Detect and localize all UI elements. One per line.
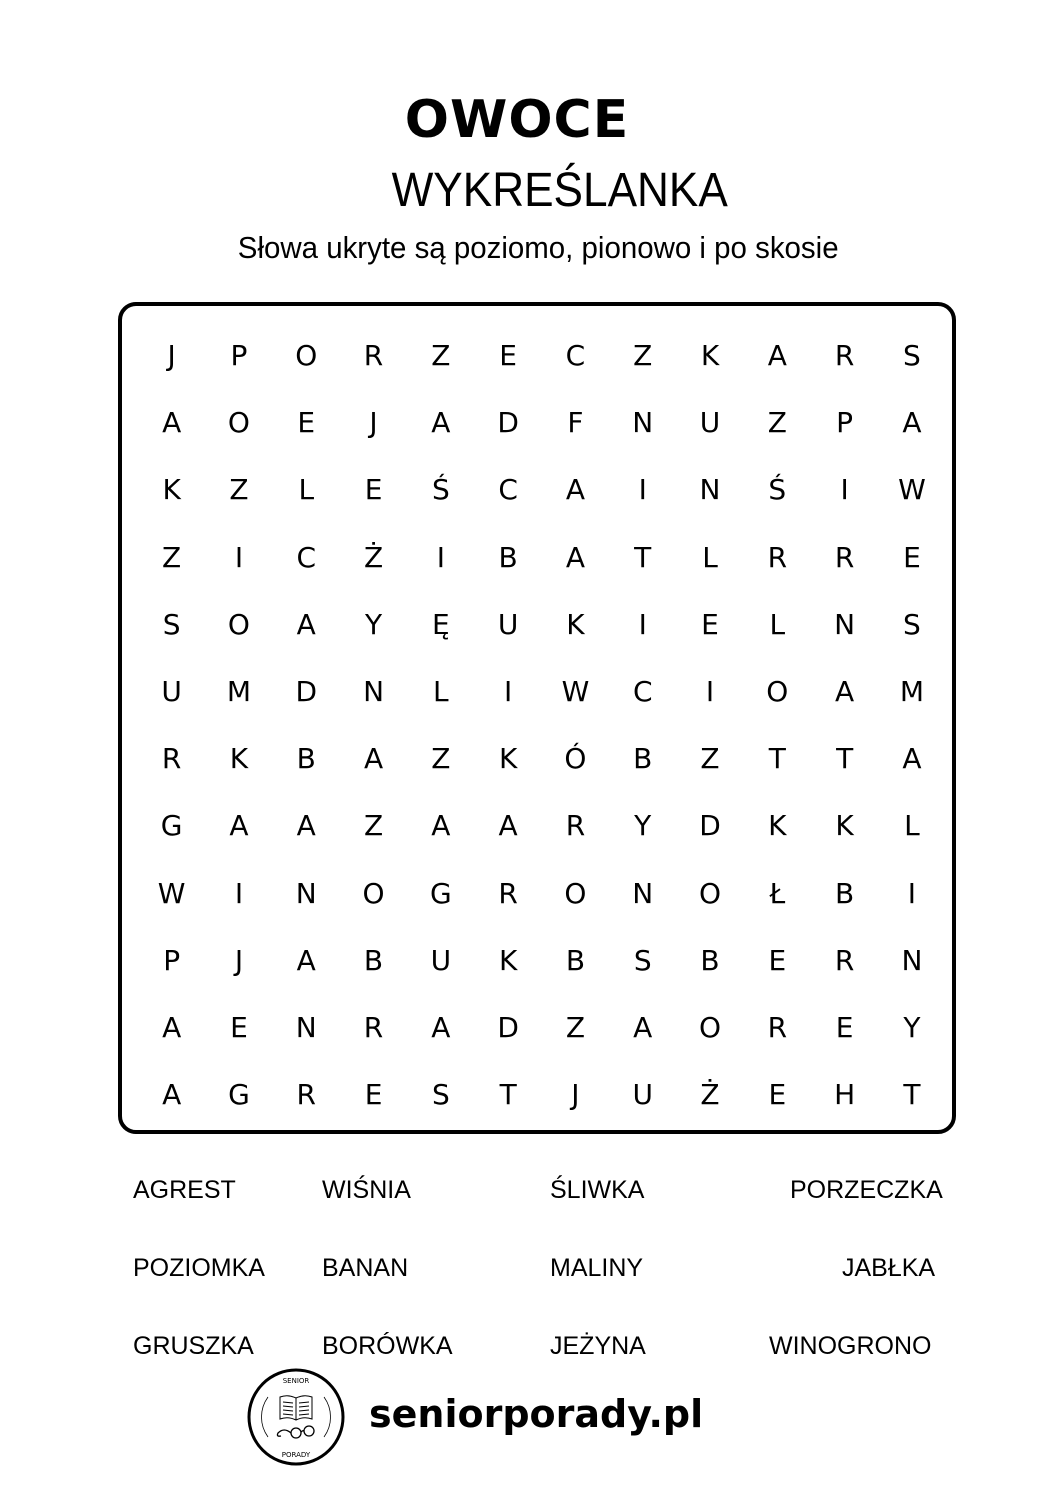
grid-cell[interactable]: P	[836, 406, 854, 440]
grid-cell[interactable]: K	[498, 742, 518, 776]
grid-cell[interactable]: Z	[162, 540, 182, 574]
grid-cell[interactable]: O	[699, 1010, 722, 1044]
grid-cell[interactable]: R	[834, 943, 855, 977]
grid-cell[interactable]: K	[700, 339, 720, 373]
grid-cell[interactable]: R	[363, 1010, 384, 1044]
grid-cell[interactable]: R	[767, 1010, 788, 1044]
puzzle-title: OWOCE	[404, 90, 630, 150]
grid-cell[interactable]: Ż	[363, 540, 384, 574]
grid-cell[interactable]: K	[498, 943, 518, 977]
grid-cell[interactable]: S	[162, 607, 181, 641]
grid-cell[interactable]: P	[163, 943, 181, 977]
grid-cell[interactable]: Y	[364, 607, 383, 641]
grid-cell[interactable]: B	[835, 876, 855, 910]
grid-cell[interactable]: L	[433, 675, 449, 709]
word-list-item: POZIOMKA	[133, 1254, 265, 1282]
grid-cell[interactable]: A	[296, 607, 316, 641]
grid-cell[interactable]: B	[700, 943, 720, 977]
grid-cell[interactable]: Z	[767, 406, 787, 440]
grid-cell[interactable]: Ó	[564, 742, 587, 776]
grid-cell[interactable]: A	[363, 742, 384, 776]
grid-cell[interactable]: R	[767, 540, 788, 574]
grid-cell[interactable]: E	[364, 473, 383, 507]
grid-cell[interactable]: N	[363, 675, 385, 709]
grid-cell[interactable]: W	[561, 675, 590, 709]
grid-cell[interactable]: A	[296, 943, 316, 977]
grid-cell[interactable]: C	[498, 473, 518, 507]
grid-cell[interactable]: D	[699, 809, 721, 843]
grid-cell[interactable]: O	[362, 876, 385, 910]
grid-cell[interactable]: N	[295, 1010, 317, 1044]
grid-cell[interactable]: E	[768, 943, 787, 977]
grid-cell[interactable]: S	[903, 607, 921, 641]
grid-cell[interactable]: I	[436, 540, 445, 574]
grid-cell[interactable]: I	[907, 876, 917, 910]
grid-cell[interactable]: O	[564, 876, 587, 910]
grid-cell[interactable]: E	[230, 1010, 248, 1044]
grid-cell[interactable]: E	[903, 540, 921, 574]
grid-cell[interactable]: L	[904, 809, 920, 843]
grid-cell[interactable]: U	[430, 943, 452, 977]
grid-cell[interactable]: S	[633, 943, 652, 977]
grid-cell[interactable]: Z	[229, 473, 249, 507]
grid-cell[interactable]: Z	[565, 1010, 586, 1044]
grid-cell[interactable]: Z	[431, 339, 451, 373]
glasses-icon	[277, 1426, 314, 1438]
grid-cell[interactable]: L	[769, 607, 786, 641]
grid-cell[interactable]: A	[902, 742, 922, 776]
grid-cell[interactable]: T	[634, 540, 652, 574]
grid-cell[interactable]: Y	[634, 809, 652, 843]
grid-cell[interactable]: I	[840, 473, 849, 507]
grid-cell[interactable]: C	[296, 540, 317, 574]
grid-cell[interactable]: T	[836, 742, 854, 776]
word-list-item: ŚLIWKA	[550, 1176, 645, 1204]
grid-cell[interactable]: N	[632, 406, 654, 440]
grid-cell[interactable]: N	[632, 876, 654, 910]
senior-porady-logo	[246, 1367, 346, 1467]
grid-cell[interactable]: S	[431, 1078, 450, 1112]
word-list-item: MALINY	[550, 1254, 644, 1282]
word-list-item: BORÓWKA	[322, 1332, 453, 1360]
grid-cell[interactable]: B	[296, 742, 316, 776]
grid-cell[interactable]: I	[638, 473, 647, 507]
letter-grid	[138, 322, 946, 1128]
grid-cell[interactable]: N	[699, 473, 721, 507]
word-list-item: PORZECZKA	[790, 1176, 943, 1204]
grid-cell[interactable]: I	[638, 607, 647, 641]
grid-cell[interactable]: T	[768, 742, 786, 776]
grid-cell[interactable]: B	[565, 943, 586, 977]
grid-cell[interactable]: R	[161, 742, 182, 776]
grid-cell[interactable]: M	[899, 675, 924, 709]
grid-cell[interactable]: A	[498, 809, 518, 843]
word-list-item: GRUSZKA	[133, 1332, 254, 1360]
grid-cell[interactable]: C	[632, 675, 653, 709]
grid-cell[interactable]: G	[429, 876, 452, 910]
grid-cell[interactable]: A	[296, 809, 316, 843]
grid-cell[interactable]: E	[768, 1078, 787, 1112]
grid-cell[interactable]: E	[835, 1010, 854, 1044]
grid-cell[interactable]: S	[903, 339, 921, 373]
grid-cell[interactable]: D	[497, 1010, 519, 1044]
grid-cell[interactable]: O	[295, 339, 318, 373]
grid-cell[interactable]: R	[363, 339, 384, 373]
grid-cell[interactable]: Ż	[700, 1078, 720, 1112]
grid-cell[interactable]: K	[835, 809, 854, 843]
grid-cell[interactable]: B	[633, 742, 653, 776]
grid-cell[interactable]: A	[431, 809, 451, 843]
grid-cell[interactable]: R	[834, 540, 855, 574]
grid-cell[interactable]: Ś	[768, 473, 787, 507]
word-list-item: JEŻYNA	[550, 1332, 646, 1360]
grid-cell[interactable]: A	[902, 406, 922, 440]
grid-cell[interactable]: U	[632, 1078, 653, 1112]
grid-cell[interactable]: A	[835, 675, 855, 709]
grid-cell[interactable]: D	[497, 406, 519, 440]
grid-cell[interactable]: T	[903, 1078, 921, 1112]
grid-cell[interactable]: J	[571, 1078, 580, 1112]
grid-cell[interactable]: J	[369, 406, 378, 440]
grid-cell[interactable]: Y	[903, 1010, 921, 1044]
grid-cell[interactable]: N	[295, 876, 317, 910]
grid-cell[interactable]: I	[234, 876, 244, 910]
grid-cell[interactable]: A	[565, 540, 585, 574]
grid-cell[interactable]: R	[565, 809, 586, 843]
grid-cell[interactable]: O	[766, 675, 789, 709]
grid-cell[interactable]: J	[167, 339, 176, 373]
grid-cell[interactable]: W	[157, 876, 186, 910]
word-list-item: WIŚNIA	[322, 1176, 411, 1204]
grid-cell[interactable]: K	[566, 607, 585, 641]
puzzle-subtitle: WYKREŚLANKA	[391, 164, 728, 217]
grid-cell[interactable]: Z	[363, 809, 384, 843]
grid-cell[interactable]: E	[499, 339, 517, 373]
grid-cell[interactable]: Ś	[431, 473, 450, 507]
svg-text:SENIOR: SENIOR	[282, 1377, 310, 1385]
grid-cell[interactable]: R	[296, 1078, 316, 1112]
grid-cell[interactable]: A	[229, 809, 249, 843]
grid-cell[interactable]: T	[499, 1078, 517, 1112]
grid-cell[interactable]: E	[364, 1078, 383, 1112]
grid-cell[interactable]: A	[162, 1010, 182, 1044]
grid-cell[interactable]: R	[834, 339, 855, 373]
grid-cell[interactable]: I	[705, 675, 715, 709]
grid-cell[interactable]: O	[699, 876, 722, 910]
instructions: Słowa ukryte są poziomo, pionowo i po skosie	[238, 230, 839, 265]
word-list-item: WINOGRONO	[769, 1332, 932, 1360]
grid-cell[interactable]: O	[227, 607, 250, 641]
grid-cell[interactable]: K	[162, 473, 181, 507]
grid-cell[interactable]: A	[431, 406, 451, 440]
grid-cell[interactable]: E	[701, 607, 719, 641]
svg-text:PORADY: PORADY	[281, 1451, 311, 1459]
grid-cell[interactable]: Ę	[431, 607, 450, 641]
grid-cell[interactable]: K	[768, 809, 787, 843]
grid-cell[interactable]: A	[633, 1010, 653, 1044]
grid-cell[interactable]: L	[702, 540, 718, 574]
word-list-item: BANAN	[322, 1254, 409, 1282]
grid-cell[interactable]: W	[898, 473, 926, 507]
grid-cell[interactable]: G	[160, 809, 183, 843]
grid-cell[interactable]: H	[834, 1078, 856, 1112]
grid-cell[interactable]: J	[234, 943, 244, 977]
word-list-item: JABŁKA	[842, 1254, 936, 1282]
grid-cell[interactable]: U	[497, 607, 519, 641]
grid-cell[interactable]: Z	[633, 339, 653, 373]
grid-cell[interactable]: O	[227, 406, 250, 440]
grid-cell[interactable]: G	[228, 1078, 250, 1112]
grid-cell[interactable]: A	[767, 339, 787, 373]
grid-cell[interactable]: A	[565, 473, 585, 507]
grid-cell[interactable]: F	[567, 406, 584, 440]
grid-cell[interactable]: Z	[700, 742, 720, 776]
grid-cell[interactable]: L	[298, 473, 315, 507]
grid-cell[interactable]: I	[504, 675, 513, 709]
grid-cell[interactable]: R	[498, 876, 518, 910]
grid-cell[interactable]: Z	[431, 742, 451, 776]
grid-cell[interactable]: C	[565, 339, 586, 373]
grid-cell[interactable]: M	[226, 675, 252, 709]
grid-cell[interactable]: A	[431, 1010, 451, 1044]
grid-cell[interactable]: A	[162, 1078, 182, 1112]
word-list-item: AGREST	[133, 1176, 236, 1204]
grid-cell[interactable]: B	[498, 540, 518, 574]
grid-cell[interactable]: U	[699, 406, 721, 440]
grid-cell[interactable]: A	[162, 406, 182, 440]
grid-cell[interactable]: K	[229, 742, 249, 776]
grid-cell[interactable]: B	[363, 943, 384, 977]
grid-cell[interactable]: N	[834, 607, 856, 641]
grid-cell[interactable]: E	[297, 406, 316, 440]
grid-cell[interactable]: P	[230, 339, 248, 373]
grid-cell[interactable]: U	[161, 675, 182, 709]
grid-cell[interactable]: D	[295, 675, 318, 709]
grid-cell[interactable]: Ł	[769, 876, 786, 910]
site-name: seniorporady.pl	[369, 1392, 704, 1436]
grid-cell[interactable]: I	[234, 540, 244, 574]
book-icon	[280, 1396, 312, 1420]
grid-cell[interactable]: N	[901, 943, 923, 977]
